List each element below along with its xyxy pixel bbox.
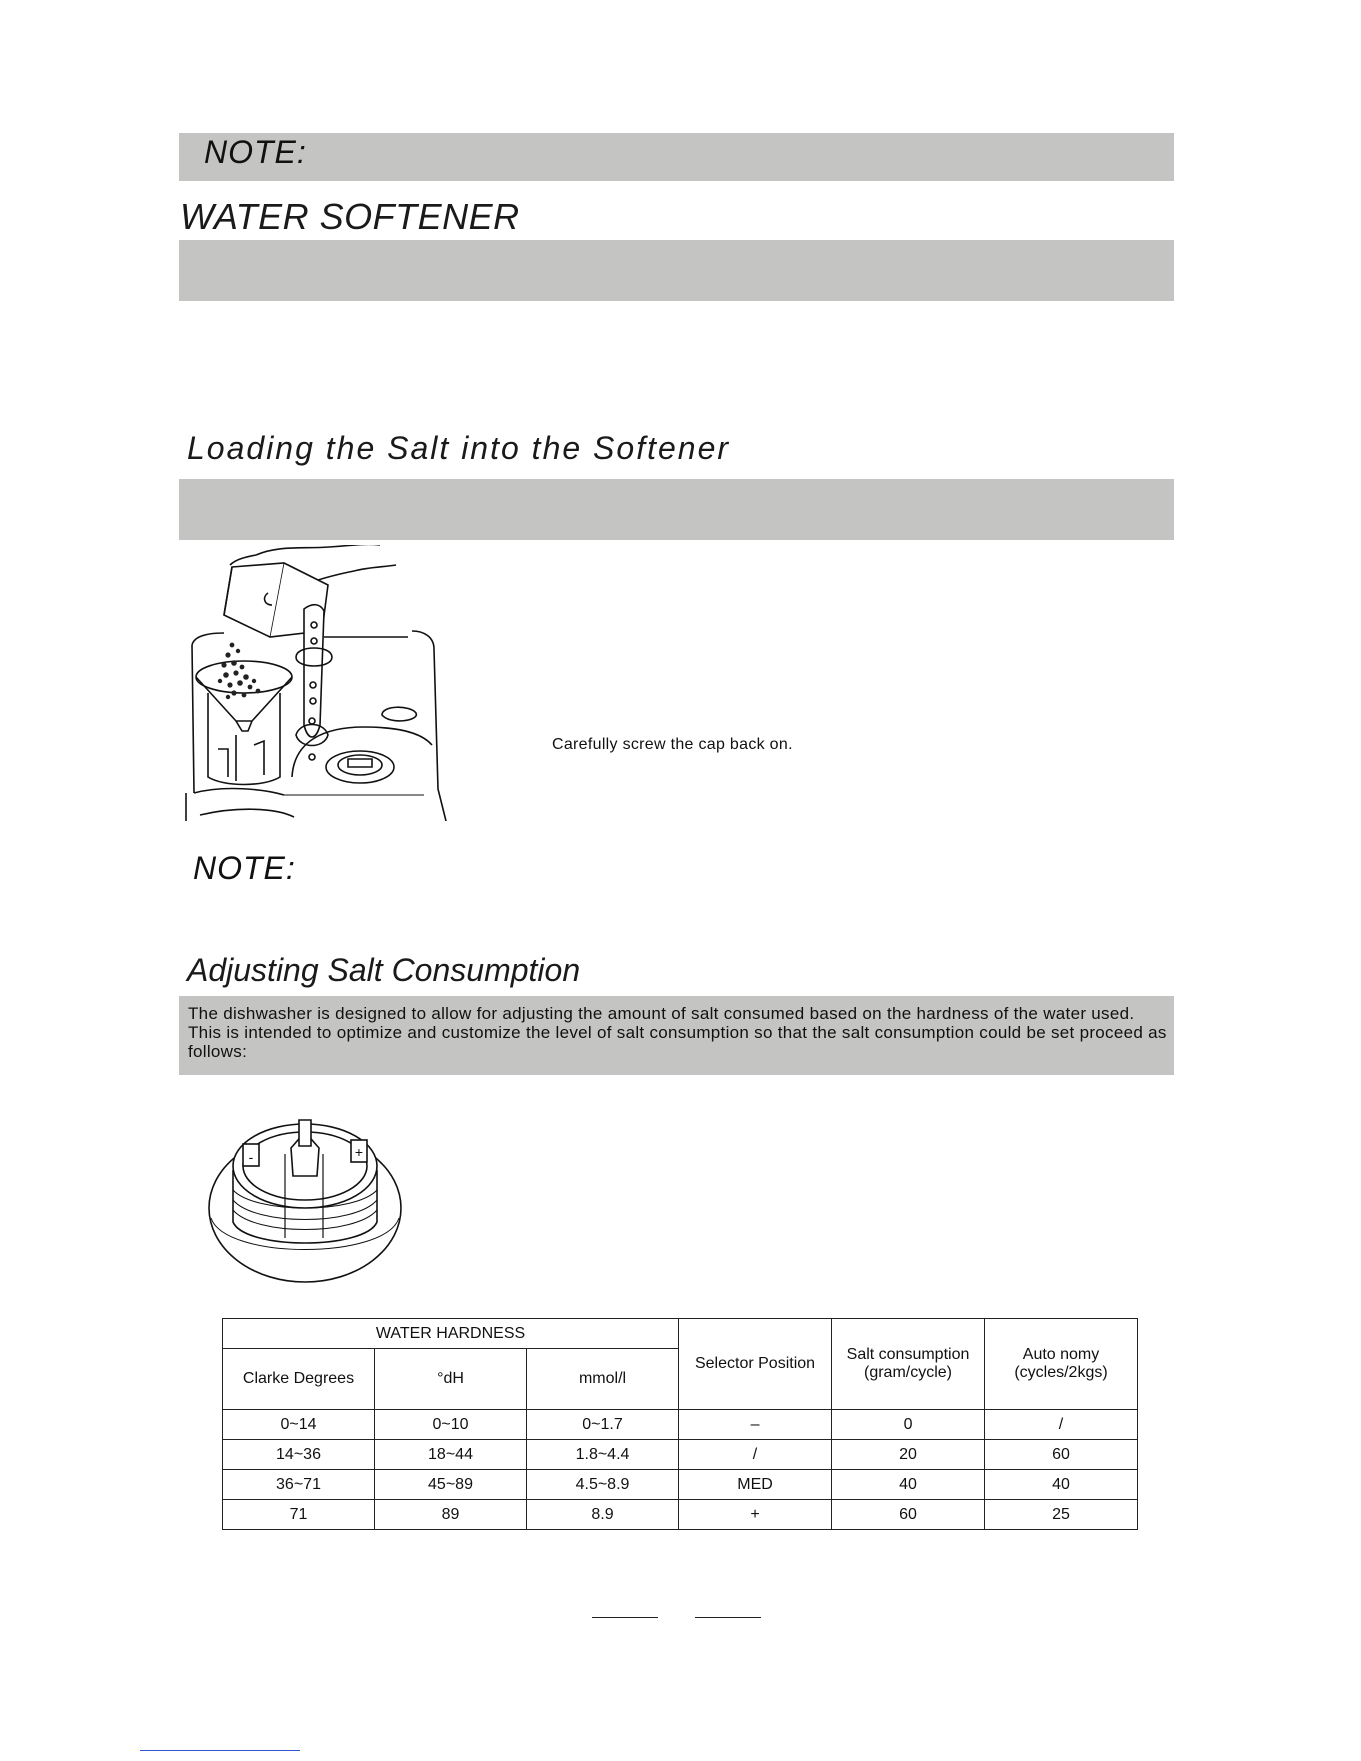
note-label-top: NOTE:: [204, 134, 307, 170]
table-cell: 0~10: [375, 1410, 527, 1440]
table-cell: 18~44: [375, 1440, 527, 1470]
table-cell: MED: [679, 1470, 832, 1500]
page-number-line-left: [592, 1617, 658, 1618]
table-cell: 0: [832, 1410, 985, 1440]
bottom-link-underline: [140, 1750, 300, 1751]
table-cell: 45~89: [375, 1470, 527, 1500]
body-line: The dishwasher is designed to allow for adjusting the amount of salt consumed based on the hardness of the water used.: [188, 1004, 1135, 1023]
autonomy-header: [985, 1319, 1138, 1410]
loading-salt-band: [179, 479, 1174, 540]
water-softener-title: WATER SOFTENER: [180, 196, 520, 237]
table-cell: /: [985, 1410, 1138, 1440]
water-softener-band: [179, 240, 1174, 301]
salt-consumption-header: [832, 1319, 985, 1410]
table-cell: 1.8~4.4: [527, 1440, 679, 1470]
table-cell: 8.9: [527, 1500, 679, 1530]
table-cell: +: [679, 1500, 832, 1530]
loading-salt-title: Loading the Salt into the Softener: [187, 430, 731, 466]
water-hardness-table: [222, 1318, 1138, 1530]
table-cell: 40: [985, 1470, 1138, 1500]
table-row: [223, 1440, 1138, 1470]
table-cell: 71: [223, 1500, 375, 1530]
table-row: [223, 1500, 1138, 1530]
table-cell: 36~71: [223, 1470, 375, 1500]
note-label-mid: NOTE:: [193, 850, 296, 886]
body-line: This is intended to optimize and customize the level of salt consumption so that the salt consumption could be set proceed as: [188, 1023, 1167, 1042]
dial-plus-mark: +: [354, 1144, 364, 1160]
salt-selector-dial-illustration: [205, 1110, 405, 1286]
table-cell: 0~14: [223, 1410, 375, 1440]
table-cell: 60: [985, 1440, 1138, 1470]
table-cell: 89: [375, 1500, 527, 1530]
table-cell: 25: [985, 1500, 1138, 1530]
salt-header-line2: (gram/cycle): [864, 1364, 953, 1381]
salt-loading-illustration: [184, 545, 454, 821]
table-cell: 14~36: [223, 1440, 375, 1470]
dial-minus-mark: -: [248, 1149, 254, 1165]
page-number-line-right: [695, 1617, 761, 1618]
table-row: [223, 1470, 1138, 1500]
table-cell: 4.5~8.9: [527, 1470, 679, 1500]
body-line: follows:: [188, 1042, 248, 1061]
dh-header: °dH: [375, 1349, 527, 1410]
adjusting-salt-body: [188, 1004, 1168, 1061]
table-cell: 40: [832, 1470, 985, 1500]
table-cell: 0~1.7: [527, 1410, 679, 1440]
clarke-degrees-header: Clarke Degrees: [223, 1349, 375, 1410]
autonomy-header-line2: (cycles/2kgs): [1014, 1364, 1108, 1381]
note-band-top: [179, 133, 1174, 181]
table-row: [223, 1410, 1138, 1440]
table-cell: 20: [832, 1440, 985, 1470]
screw-cap-caption: Carefully screw the cap back on.: [552, 736, 793, 753]
table-cell: /: [679, 1440, 832, 1470]
table-cell: –: [679, 1410, 832, 1440]
salt-header-line1: Salt consumption: [846, 1346, 970, 1363]
water-hardness-header: WATER HARDNESS: [223, 1319, 679, 1349]
autonomy-header-line1: Auto nomy: [1022, 1346, 1100, 1363]
adjusting-salt-title: Adjusting Salt Consumption: [187, 952, 581, 988]
table-cell: 60: [832, 1500, 985, 1530]
selector-position-header: Selector Position: [679, 1319, 832, 1410]
mmol-header: mmol/l: [527, 1349, 679, 1410]
